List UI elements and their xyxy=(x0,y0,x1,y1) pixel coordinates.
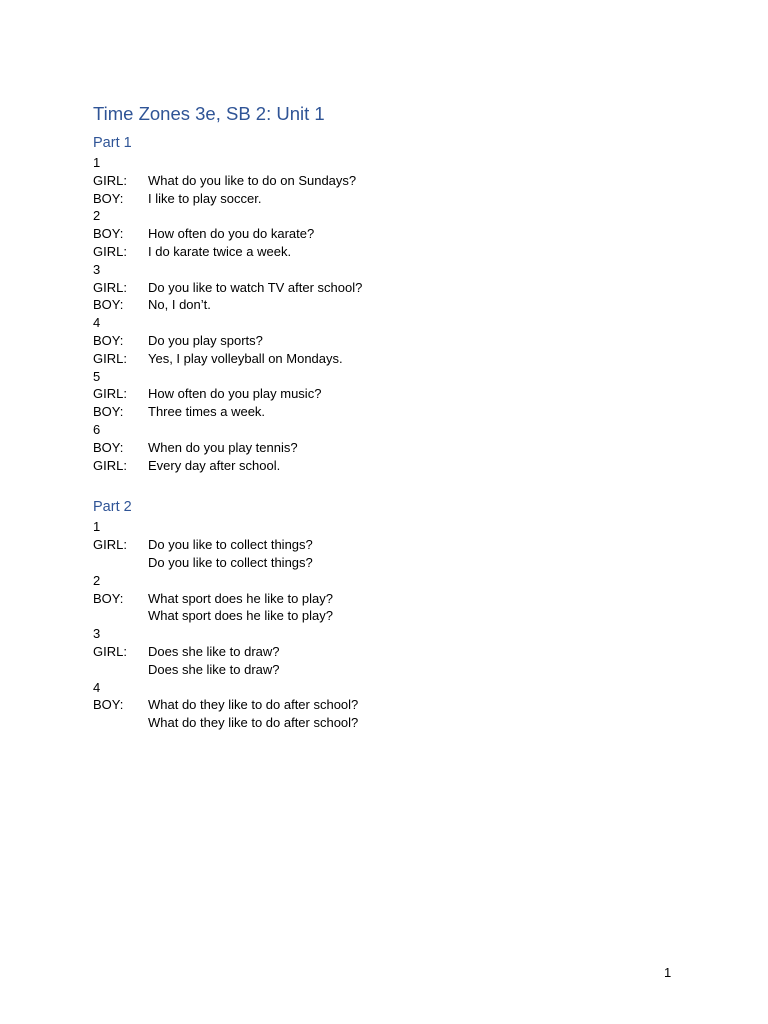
dialogue-line xyxy=(93,661,693,679)
utterance-text: What sport does he like to play? xyxy=(148,590,333,606)
utterance-text: Do you like to collect things? xyxy=(148,537,313,553)
dialogue-line xyxy=(93,536,693,554)
utterance-text: How often do you do karate? xyxy=(148,226,315,242)
dialogue-line xyxy=(93,190,693,208)
speaker-label: BOY: xyxy=(93,332,124,348)
dialogue-line xyxy=(93,590,693,608)
utterance-text: No, I don’t. xyxy=(148,297,211,313)
speaker-label: BOY: xyxy=(93,697,124,713)
item-number: 5 xyxy=(93,368,101,384)
item-number: 1 xyxy=(93,155,101,170)
document-title: Time Zones 3e, SB 2: Unit 1 xyxy=(93,103,325,124)
speaker-label xyxy=(93,714,148,732)
dialogue-line xyxy=(93,172,693,190)
speaker-label xyxy=(93,661,148,679)
dialogue-line xyxy=(93,332,693,350)
dialogue-line xyxy=(93,643,693,661)
part-1-items xyxy=(93,154,693,474)
speaker-label: GIRL: xyxy=(93,537,127,553)
part-1-heading: Part 1 xyxy=(93,135,132,151)
speaker-label xyxy=(93,607,148,625)
utterance-text: Do you like to collect things? xyxy=(148,554,313,570)
speaker-label: GIRL: xyxy=(93,279,127,295)
part-2-items xyxy=(93,518,693,732)
dialogue-line xyxy=(93,225,693,243)
dialogue-line xyxy=(93,279,693,297)
item-number: 1 xyxy=(93,519,101,535)
speaker-label xyxy=(93,554,148,572)
utterance-text: Three times a week. xyxy=(148,404,266,420)
speaker-label: GIRL: xyxy=(93,243,127,259)
speaker-label: BOY: xyxy=(93,226,124,242)
utterance-text: I do karate twice a week. xyxy=(148,243,292,259)
dialogue-line xyxy=(93,350,693,368)
dialogue-line xyxy=(93,439,693,457)
part-1-section xyxy=(93,134,693,474)
utterance-text: What sport does he like to play? xyxy=(148,608,333,624)
utterance-text: How often do you play music? xyxy=(148,386,322,402)
dialogue-line xyxy=(93,607,693,625)
dialogue-line xyxy=(93,714,693,732)
dialogue-line xyxy=(93,696,693,714)
dialogue-line xyxy=(93,554,693,572)
speaker-label: GIRL: xyxy=(93,350,127,366)
dialogue-line xyxy=(93,457,693,475)
utterance-text: Does she like to draw? xyxy=(148,643,280,659)
item-number: 3 xyxy=(93,261,101,277)
item-number: 4 xyxy=(93,315,101,331)
dialogue-line xyxy=(93,385,693,403)
document-page xyxy=(93,102,693,732)
utterance-text: What do they like to do after school? xyxy=(148,697,359,713)
speaker-label: BOY: xyxy=(93,404,124,420)
item-number: 2 xyxy=(93,572,101,588)
speaker-label: BOY: xyxy=(93,190,124,206)
utterance-text: What do they like to do after school? xyxy=(148,715,359,731)
speaker-label: GIRL: xyxy=(93,643,127,659)
speaker-label: BOY: xyxy=(93,590,124,606)
dialogue-line xyxy=(93,403,693,421)
utterance-text: I like to play soccer. xyxy=(148,190,262,206)
speaker-label: GIRL: xyxy=(93,457,127,473)
speaker-label: GIRL: xyxy=(93,172,127,188)
speaker-label: BOY: xyxy=(93,439,124,455)
item-number: 3 xyxy=(93,626,101,642)
utterance-text: When do you play tennis? xyxy=(148,439,298,455)
utterance-text: Does she like to draw? xyxy=(148,661,280,677)
item-number: 2 xyxy=(93,208,101,224)
speaker-label: GIRL: xyxy=(93,386,127,402)
utterance-text: Do you play sports? xyxy=(148,332,263,348)
dialogue-line xyxy=(93,243,693,261)
part-2-heading: Part 2 xyxy=(93,499,132,516)
dialogue-line xyxy=(93,296,693,314)
utterance-text: Yes, I play volleyball on Mondays. xyxy=(148,350,343,366)
utterance-text: Every day after school. xyxy=(148,457,281,473)
part-2-section xyxy=(93,498,693,732)
speaker-label: BOY: xyxy=(93,297,124,313)
page-number: 1 xyxy=(664,965,672,980)
item-number: 6 xyxy=(93,421,101,437)
item-number: 4 xyxy=(93,679,101,695)
utterance-text: What do you like to do on Sundays? xyxy=(148,172,357,188)
utterance-text: Do you like to watch TV after school? xyxy=(148,279,363,295)
